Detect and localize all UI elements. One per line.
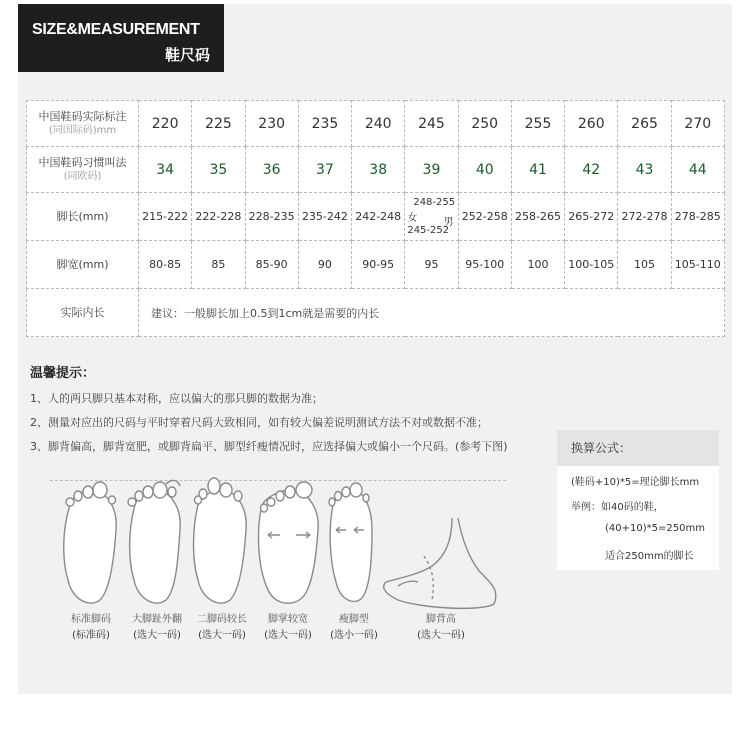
formula-line: 适合250mm的脚长	[605, 551, 694, 562]
len-cell: 222-228	[192, 193, 245, 241]
len-cell: 215-222	[139, 193, 192, 241]
len-cell: 228-235	[245, 193, 298, 241]
foot-caption: 二脚码较长 (选大一码)	[197, 614, 247, 641]
wid-cell: 90-95	[352, 241, 405, 289]
cn-cell: 235	[298, 101, 351, 147]
len-cell: 242-248	[352, 193, 405, 241]
cn-cell: 220	[139, 101, 192, 147]
wid-cell: 105-110	[671, 241, 724, 289]
formula-heading: 换算公式：	[557, 430, 719, 466]
len-cell: 272-278	[618, 193, 671, 241]
cn-cell: 245	[405, 101, 458, 147]
wide-foot-icon	[259, 482, 319, 603]
tip-item: 3、脚背偏高，脚背宽肥，或脚背扁平、脚型纤瘦情况时，应选择偏大或偏小一个尺码。(参考下图)	[30, 440, 508, 453]
tip-item: 1、人的两只脚只基本对称，应以偏大的那只脚的数据为准；	[30, 392, 323, 405]
wid-cell: 90	[298, 241, 351, 289]
len-split-bottom: 245-252	[407, 224, 450, 236]
formula-line: 举例：如40码的鞋，	[571, 502, 664, 513]
wid-cell: 95-100	[458, 241, 511, 289]
len-cell: 265-272	[565, 193, 618, 241]
len-cell: 258-265	[511, 193, 564, 241]
foot-caption: 瘦脚型 (选小一码)	[330, 614, 378, 641]
foot-caption: 标准脚码 (标准码)	[71, 614, 111, 641]
cn-cell: 260	[565, 101, 618, 147]
eu-cell: 34	[139, 147, 192, 193]
wid-cell: 85-90	[245, 241, 298, 289]
wid-cell: 100	[511, 241, 564, 289]
banner-title-en: SIZE&MEASUREMENT	[32, 21, 200, 38]
cn-cell: 230	[245, 101, 298, 147]
eu-cell: 43	[618, 147, 671, 193]
len-split-male: 男	[443, 216, 454, 228]
formula-line: (鞋码+10)*5=理论脚长mm	[571, 477, 700, 488]
tip-item: 2、测量对应出的尺码与平时穿着尺码大致相同，如有较大偏差说明测试方法不对或数据不准；	[30, 416, 488, 429]
inner-length-note: 建议：一般脚长加上0.5到1cm就是需要的内长	[139, 289, 725, 337]
eu-cell: 39	[405, 147, 458, 193]
len-split-top: 248-255	[413, 196, 456, 208]
formula-line: (40+10)*5=250mm	[605, 523, 705, 534]
standard-foot-icon	[64, 482, 116, 603]
row-label: 中国鞋码习惯叫法 (同欧码)	[27, 147, 139, 193]
bunion-foot-icon	[128, 480, 180, 603]
cn-cell: 240	[352, 101, 405, 147]
eu-cell: 44	[671, 147, 724, 193]
long-second-toe-foot-icon	[194, 478, 247, 603]
wid-cell: 100-105	[565, 241, 618, 289]
eu-cell: 38	[352, 147, 405, 193]
wid-cell: 85	[192, 241, 245, 289]
banner-title-cn: 鞋尺码	[164, 47, 210, 64]
row-label: 脚长(mm)	[27, 193, 139, 241]
tips-title: 温馨提示：	[30, 366, 96, 381]
row-label: 中国鞋码实际标注 (同国际码)mm	[27, 101, 139, 147]
row-label: 脚宽(mm)	[27, 241, 139, 289]
eu-cell: 41	[511, 147, 564, 193]
len-cell: 235-242	[298, 193, 351, 241]
eu-cell: 37	[298, 147, 351, 193]
eu-cell: 35	[192, 147, 245, 193]
slim-foot-icon	[329, 483, 372, 601]
eu-cell: 36	[245, 147, 298, 193]
len-cell: 278-285	[671, 193, 724, 241]
cn-cell: 225	[192, 101, 245, 147]
cn-cell: 270	[671, 101, 724, 147]
eu-cell: 40	[458, 147, 511, 193]
wid-cell: 105	[618, 241, 671, 289]
wid-cell: 80-85	[139, 241, 192, 289]
wid-cell: 95	[405, 241, 458, 289]
len-split-female: 女	[407, 212, 418, 224]
len-cell: 252-258	[458, 193, 511, 241]
eu-cell: 42	[565, 147, 618, 193]
cn-cell: 250	[458, 101, 511, 147]
row-label: 实际内长	[27, 289, 139, 337]
cn-cell: 265	[618, 101, 671, 147]
cn-cell: 255	[511, 101, 564, 147]
foot-caption: 大脚趾外翻 (选大一码)	[132, 614, 182, 641]
high-instep-foot-icon	[384, 518, 496, 608]
foot-caption: 脚掌较宽 (选大一码)	[264, 614, 312, 641]
foot-caption: 脚背高 (选大一码)	[417, 614, 465, 641]
